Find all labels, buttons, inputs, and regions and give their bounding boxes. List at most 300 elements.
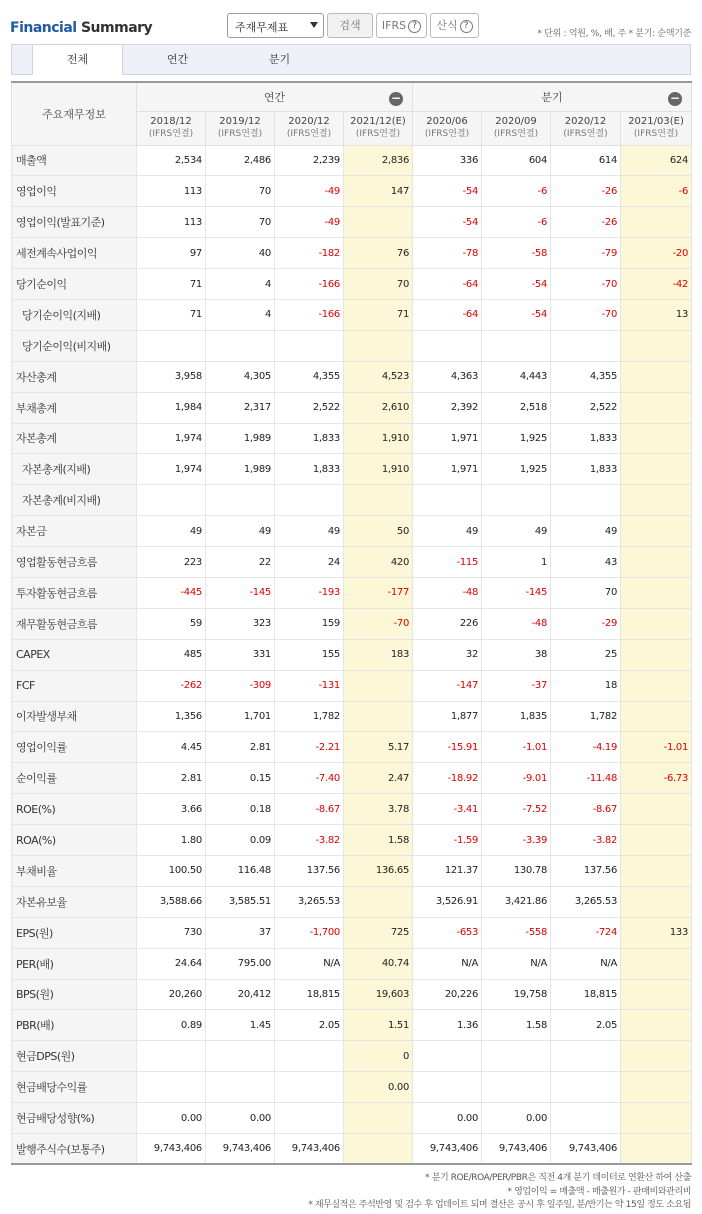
table-cell: 1,701: [206, 701, 275, 732]
table-cell: [206, 1041, 275, 1072]
period-basis: (IFRS연결): [424, 129, 470, 139]
table-cell: 1,974: [137, 423, 206, 454]
table-row: [12, 886, 692, 917]
row-label: 영업활동현금흐름: [12, 547, 137, 578]
row-label: PER(배): [12, 948, 137, 979]
table-cell: -1.59: [413, 825, 482, 856]
table-cell: -18.92: [413, 763, 482, 794]
tab-annual[interactable]: 연간: [166, 53, 189, 66]
table-cell: -653: [413, 917, 482, 948]
unit-note: * 단위 : 억원, %, 배, 주 * 분기: 순액기준: [537, 29, 691, 39]
table-cell: 70: [551, 577, 621, 608]
table-cell: -42: [621, 269, 692, 300]
table-cell: -54: [413, 176, 482, 207]
table-cell: [621, 948, 692, 979]
table-cell: 4,305: [206, 361, 275, 392]
table-cell: -445: [137, 577, 206, 608]
row-label: 투자활동현금흐름: [12, 577, 137, 608]
table-cell: 3,526.91: [413, 886, 482, 917]
table-cell: [206, 485, 275, 516]
table-cell: 1.51: [344, 1010, 413, 1041]
table-row: [12, 979, 692, 1010]
table-cell: 49: [206, 516, 275, 547]
chevron-down-icon: [310, 22, 318, 28]
table-cell: -724: [551, 917, 621, 948]
row-label: 영업이익(발표기준): [12, 207, 137, 238]
table-cell: [621, 886, 692, 917]
table-row: [12, 855, 692, 886]
table-cell: 4.45: [137, 732, 206, 763]
table-cell: 0.00: [413, 1103, 482, 1134]
row-label: EPS(원): [12, 917, 137, 948]
period-label: 2021/12(E): [350, 116, 406, 127]
period-label: 2020/12: [288, 116, 330, 127]
table-cell: 13: [621, 299, 692, 330]
table-cell: 76: [344, 238, 413, 269]
table-cell: [621, 701, 692, 732]
period-basis: (IFRS연결): [148, 129, 194, 139]
question-icon: ?: [460, 20, 473, 33]
table-cell: 59: [137, 608, 206, 639]
table-cell: 18,815: [551, 979, 621, 1010]
formula-help-button[interactable]: 산식 ?: [430, 13, 479, 38]
table-cell: 3.78: [344, 794, 413, 825]
table-row: [12, 794, 692, 825]
period-header: [275, 111, 344, 145]
table-row: [12, 299, 692, 330]
table-cell: 4,355: [275, 361, 344, 392]
search-button[interactable]: 검색: [327, 13, 373, 38]
table-cell: -145: [482, 577, 551, 608]
table-row: [12, 145, 692, 176]
financial-summary-table: [11, 81, 692, 1165]
table-cell: 147: [344, 176, 413, 207]
table-cell: 2.81: [206, 732, 275, 763]
table-cell: 1,356: [137, 701, 206, 732]
table-cell: 49: [482, 516, 551, 547]
table-cell: 136.65: [344, 855, 413, 886]
table-row: [12, 1010, 692, 1041]
table-cell: 730: [137, 917, 206, 948]
table-cell: [621, 639, 692, 670]
table-cell: 4,523: [344, 361, 413, 392]
table-row: [12, 917, 692, 948]
period-basis: (IFRS연결): [493, 129, 539, 139]
table-cell: 18: [551, 670, 621, 701]
table-cell: -70: [344, 608, 413, 639]
table-row: [12, 608, 692, 639]
table-cell: 70: [206, 207, 275, 238]
table-cell: [621, 670, 692, 701]
table-cell: 1,925: [482, 454, 551, 485]
period-header: [413, 111, 482, 145]
table-cell: 1,910: [344, 454, 413, 485]
table-cell: 116.48: [206, 855, 275, 886]
table-cell: 20,412: [206, 979, 275, 1010]
table-cell: [482, 1041, 551, 1072]
table-cell: [275, 1041, 344, 1072]
period-header: [137, 111, 206, 145]
table-row: [12, 732, 692, 763]
table-cell: 624: [621, 145, 692, 176]
tab-bar: [11, 44, 691, 75]
table-cell: 49: [551, 516, 621, 547]
collapse-annual-button[interactable]: −: [390, 91, 402, 105]
table-row: [12, 577, 692, 608]
table-row: [12, 207, 692, 238]
table-cell: -147: [413, 670, 482, 701]
table-row: [12, 423, 692, 454]
table-cell: 2,534: [137, 145, 206, 176]
table-cell: -182: [275, 238, 344, 269]
table-cell: [137, 1041, 206, 1072]
table-cell: 2,836: [344, 145, 413, 176]
table-cell: [275, 1072, 344, 1103]
row-label: ROE(%): [12, 794, 137, 825]
question-icon: ?: [408, 20, 421, 33]
table-cell: 183: [344, 639, 413, 670]
table-cell: [275, 1103, 344, 1134]
table-cell: -115: [413, 547, 482, 578]
header: [0, 0, 702, 44]
table-cell: 323: [206, 608, 275, 639]
table-row: [12, 763, 692, 794]
table-cell: 133: [621, 917, 692, 948]
table-row: [12, 238, 692, 269]
table-cell: [621, 330, 692, 361]
table-cell: 49: [413, 516, 482, 547]
table-cell: 1,833: [275, 423, 344, 454]
table-cell: -8.67: [551, 794, 621, 825]
table-cell: [621, 608, 692, 639]
table-cell: [621, 454, 692, 485]
table-cell: -48: [413, 577, 482, 608]
table-cell: 9,743,406: [482, 1134, 551, 1165]
table-cell: 70: [344, 269, 413, 300]
table-cell: 50: [344, 516, 413, 547]
table-cell: -8.67: [275, 794, 344, 825]
row-label: 현금배당성향(%): [12, 1103, 137, 1134]
table-cell: -3.39: [482, 825, 551, 856]
table-cell: -1.01: [482, 732, 551, 763]
table-cell: [621, 485, 692, 516]
tab-quarter[interactable]: 분기: [268, 53, 291, 66]
table-cell: 1,877: [413, 701, 482, 732]
table-cell: 725: [344, 917, 413, 948]
row-label: FCF: [12, 670, 137, 701]
table-cell: -6: [482, 176, 551, 207]
table-cell: 4,355: [551, 361, 621, 392]
table-cell: [621, 1134, 692, 1165]
row-label: 영업이익률: [12, 732, 137, 763]
table-cell: [344, 207, 413, 238]
table-row: [12, 361, 692, 392]
table-cell: [551, 1072, 621, 1103]
row-label: ROA(%): [12, 825, 137, 856]
table-cell: -9.01: [482, 763, 551, 794]
table-cell: 9,743,406: [413, 1134, 482, 1165]
table-cell: 38: [482, 639, 551, 670]
period-label: 2018/12: [150, 116, 192, 127]
table-cell: 2,239: [275, 145, 344, 176]
table-cell: 1,971: [413, 454, 482, 485]
table-cell: [137, 485, 206, 516]
table-cell: [551, 330, 621, 361]
table-cell: -3.82: [551, 825, 621, 856]
row-label: 부채비율: [12, 855, 137, 886]
table-cell: 71: [137, 299, 206, 330]
period-header: [206, 111, 275, 145]
table-cell: -3.82: [275, 825, 344, 856]
period-basis: (IFRS연결): [633, 129, 679, 139]
table-row: [12, 454, 692, 485]
table-cell: -7.40: [275, 763, 344, 794]
table-cell: -166: [275, 299, 344, 330]
table-cell: 485: [137, 639, 206, 670]
table-row: [12, 639, 692, 670]
table-cell: 5.17: [344, 732, 413, 763]
table-cell: 70: [206, 176, 275, 207]
table-cell: 2,392: [413, 392, 482, 423]
table-cell: 9,743,406: [206, 1134, 275, 1165]
row-label: BPS(원): [12, 979, 137, 1010]
statement-type-select[interactable]: 주재무제표: [227, 13, 324, 38]
table-cell: [413, 1041, 482, 1072]
table-cell: [621, 1072, 692, 1103]
table-cell: -20: [621, 238, 692, 269]
tab-all[interactable]: 전체: [32, 45, 123, 75]
table-cell: [621, 547, 692, 578]
table-cell: N/A: [551, 948, 621, 979]
table-cell: [137, 330, 206, 361]
table-cell: 1.58: [344, 825, 413, 856]
table-cell: 2,522: [275, 392, 344, 423]
table-cell: -54: [482, 299, 551, 330]
table-cell: -64: [413, 269, 482, 300]
table-row: [12, 392, 692, 423]
table-row: [12, 701, 692, 732]
table-cell: 614: [551, 145, 621, 176]
table-cell: 2,486: [206, 145, 275, 176]
table-cell: 1: [482, 547, 551, 578]
table-cell: 0.00: [137, 1103, 206, 1134]
table-cell: 1,833: [551, 423, 621, 454]
row-label: CAPEX: [12, 639, 137, 670]
table-cell: 4: [206, 299, 275, 330]
table-cell: 2,522: [551, 392, 621, 423]
table-cell: 1,782: [275, 701, 344, 732]
table-cell: 113: [137, 207, 206, 238]
table-cell: 9,743,406: [275, 1134, 344, 1165]
table-cell: 2.05: [275, 1010, 344, 1041]
table-cell: 2,518: [482, 392, 551, 423]
period-label: 2021/03(E): [628, 116, 684, 127]
table-cell: N/A: [482, 948, 551, 979]
period-label: 2020/12: [564, 116, 607, 127]
table-row: [12, 948, 692, 979]
table-cell: [551, 485, 621, 516]
table-cell: [621, 855, 692, 886]
table-cell: [621, 794, 692, 825]
table-cell: 22: [206, 547, 275, 578]
table-cell: 71: [344, 299, 413, 330]
table-row: [12, 670, 692, 701]
ifrs-help-button[interactable]: IFRS ?: [376, 13, 427, 38]
table-cell: 420: [344, 547, 413, 578]
table-cell: 0.18: [206, 794, 275, 825]
table-cell: 49: [275, 516, 344, 547]
table-cell: -262: [137, 670, 206, 701]
table-cell: -145: [206, 577, 275, 608]
row-label: 매출액: [12, 145, 137, 176]
page-title: Financial Summary: [10, 20, 153, 36]
table-cell: [621, 979, 692, 1010]
table-cell: 0.00: [482, 1103, 551, 1134]
table-cell: 97: [137, 238, 206, 269]
table-cell: 1,782: [551, 701, 621, 732]
table-cell: [621, 577, 692, 608]
table-cell: -49: [275, 207, 344, 238]
row-label: 세전계속사업이익: [12, 238, 137, 269]
table-row: [12, 176, 692, 207]
row-label: 발행주식수(보통주): [12, 1134, 137, 1165]
table-cell: [482, 1072, 551, 1103]
table-cell: -166: [275, 269, 344, 300]
table-cell: -6: [482, 207, 551, 238]
table-cell: [275, 485, 344, 516]
table-cell: 32: [413, 639, 482, 670]
row-label: 자본금: [12, 516, 137, 547]
table-cell: 159: [275, 608, 344, 639]
table-cell: -26: [551, 176, 621, 207]
table-cell: 9,743,406: [137, 1134, 206, 1165]
table-cell: 20,260: [137, 979, 206, 1010]
table-cell: [137, 1072, 206, 1103]
table-cell: 3,265.53: [275, 886, 344, 917]
table-cell: 19,758: [482, 979, 551, 1010]
table-cell: -309: [206, 670, 275, 701]
table-cell: [621, 423, 692, 454]
table-row: [12, 1041, 692, 1072]
table-cell: 0.15: [206, 763, 275, 794]
table-cell: 121.37: [413, 855, 482, 886]
table-cell: [413, 1072, 482, 1103]
table-cell: 37: [206, 917, 275, 948]
collapse-quarter-button[interactable]: −: [670, 91, 681, 105]
table-cell: [621, 392, 692, 423]
table-cell: -131: [275, 670, 344, 701]
table-cell: 2.47: [344, 763, 413, 794]
table-cell: [344, 670, 413, 701]
table-cell: 0.00: [344, 1072, 413, 1103]
period-header: [344, 111, 413, 145]
table-cell: 3,265.53: [551, 886, 621, 917]
table-cell: 9,743,406: [551, 1134, 621, 1165]
table-cell: -29: [551, 608, 621, 639]
row-label: 부채총계: [12, 392, 137, 423]
table-cell: 3,585.51: [206, 886, 275, 917]
table-cell: 1.36: [413, 1010, 482, 1041]
table-cell: 0: [344, 1041, 413, 1072]
table-cell: [621, 1041, 692, 1072]
table-cell: 223: [137, 547, 206, 578]
table-cell: 1.80: [137, 825, 206, 856]
table-cell: 336: [413, 145, 482, 176]
table-cell: 1,989: [206, 454, 275, 485]
table-cell: 0.09: [206, 825, 275, 856]
table-cell: 604: [482, 145, 551, 176]
table-cell: 4,363: [413, 361, 482, 392]
table-cell: -70: [551, 299, 621, 330]
table-cell: -558: [482, 917, 551, 948]
table-cell: 25: [551, 639, 621, 670]
footnote-line: * 영업이익 = 매출액 - 매출원가 - 판매비와관리비: [507, 1186, 691, 1197]
table-cell: -54: [482, 269, 551, 300]
table-cell: 1,925: [482, 423, 551, 454]
table-cell: 71: [137, 269, 206, 300]
table-cell: 1,989: [206, 423, 275, 454]
table-cell: [621, 516, 692, 547]
table-cell: 4,443: [482, 361, 551, 392]
table-cell: -64: [413, 299, 482, 330]
table-cell: 3.66: [137, 794, 206, 825]
row-label: 현금DPS(원): [12, 1041, 137, 1072]
period-basis: (IFRS연결): [355, 129, 401, 139]
table-cell: -49: [275, 176, 344, 207]
period-basis: (IFRS연결): [563, 129, 608, 139]
period-header: [551, 111, 621, 145]
table-cell: -78: [413, 238, 482, 269]
table-cell: [413, 330, 482, 361]
table-cell: 19,603: [344, 979, 413, 1010]
period-basis: (IFRS연결): [286, 129, 332, 139]
table-row: [12, 825, 692, 856]
footnote-line: * 분기 ROE/ROA/PER/PBR은 직전 4개 분기 데이터로 연환산 하여 산출: [425, 1173, 691, 1183]
table-cell: 40.74: [344, 948, 413, 979]
table-cell: -3.41: [413, 794, 482, 825]
table-row: [12, 516, 692, 547]
table-cell: 2.81: [137, 763, 206, 794]
row-label: 자산총계: [12, 361, 137, 392]
table-cell: 155: [275, 639, 344, 670]
table-cell: -79: [551, 238, 621, 269]
table-cell: 137.56: [275, 855, 344, 886]
table-cell: [344, 701, 413, 732]
period-label: 2020/09: [495, 116, 537, 127]
table-cell: [344, 886, 413, 917]
table-cell: 0.00: [206, 1103, 275, 1134]
table-cell: -15.91: [413, 732, 482, 763]
table-cell: 1.45: [206, 1010, 275, 1041]
footnote-line: * 재무실적은 주석반영 및 검수 후 업데이트 되며 결산은 공시 후 일주일, 분/반기는 약 15일 정도 소요됨: [308, 1200, 691, 1210]
table-cell: -1,700: [275, 917, 344, 948]
table-cell: 795.00: [206, 948, 275, 979]
table-cell: 130.78: [482, 855, 551, 886]
period-basis: (IFRS연결): [217, 129, 263, 139]
table-cell: -70: [551, 269, 621, 300]
table-cell: 4: [206, 269, 275, 300]
table-cell: 49: [137, 516, 206, 547]
table-cell: -1.01: [621, 732, 692, 763]
table-cell: -48: [482, 608, 551, 639]
table-cell: [275, 330, 344, 361]
table-cell: -54: [413, 207, 482, 238]
table-cell: -11.48: [551, 763, 621, 794]
table-cell: N/A: [275, 948, 344, 979]
row-label: 자본총계(비지배): [12, 485, 137, 516]
row-label: 자본총계(지배): [12, 454, 137, 485]
table-cell: [621, 825, 692, 856]
